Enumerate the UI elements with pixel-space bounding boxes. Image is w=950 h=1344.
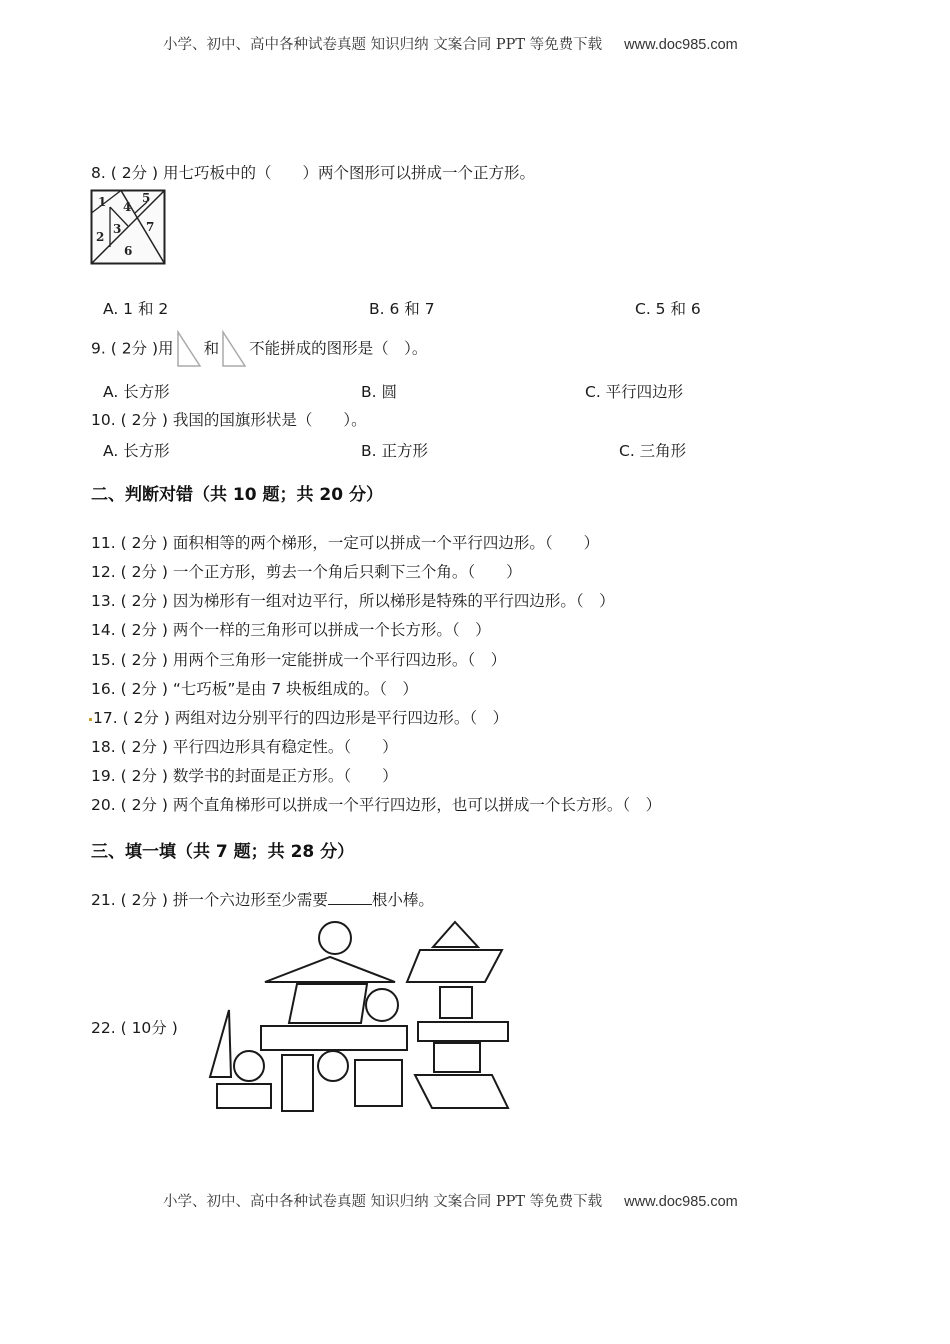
question-text-after: 根小棒。 — [371, 891, 434, 909]
question-16 — [91, 679, 418, 699]
question-score: ( 2分 ) — [120, 738, 168, 756]
q8-option-b[interactable]: B. 6 和 7 — [369, 300, 435, 318]
question-number: 9. — [91, 339, 106, 358]
footer-banner-text: 小学、初中、高中各种试卷真题 知识归纳 文案合同 PPT 等免费下载 — [163, 1194, 603, 1210]
right-triangle-icon — [176, 330, 202, 368]
question-number: 21. — [91, 891, 116, 909]
question-number: 15. — [91, 651, 116, 669]
question-15 — [91, 650, 506, 670]
question-10 — [91, 410, 367, 430]
question-number: 16. — [91, 680, 116, 698]
question-12 — [91, 562, 522, 582]
question-score: ( 2分 ) — [120, 891, 168, 909]
left-triangle — [210, 1010, 231, 1077]
question-text: 两组对边分别平行的四边形是平行四边形。（ ） — [174, 709, 509, 727]
tangram-figure — [90, 189, 166, 269]
svg-text:4: 4 — [123, 200, 132, 214]
question-18 — [91, 737, 398, 757]
question-text: 两个直角梯形可以拼成一个平行四边形，也可以拼成一个长方形。（ ） — [172, 796, 662, 814]
question-text: 面积相等的两个梯形，一定可以拼成一个平行四边形。（ ） — [172, 534, 600, 552]
upper-parallelogram — [407, 950, 502, 982]
question-number: 12. — [91, 563, 116, 581]
question-number: 14. — [91, 621, 116, 639]
bottom-parallelogram — [415, 1075, 508, 1108]
question-17 — [93, 708, 508, 728]
question-text: 两个一样的三角形可以拼成一个长方形。（ ） — [172, 621, 491, 639]
question-score: ( 2分 ) — [120, 621, 168, 639]
question-score: ( 10分 ) — [120, 1019, 178, 1037]
question-score: ( 2分 ) — [120, 796, 168, 814]
q10-option-a[interactable]: A. 长方形 — [103, 442, 170, 460]
question-score: ( 2分 ) — [120, 411, 168, 429]
question-8 — [91, 163, 535, 183]
question-19 — [91, 766, 398, 786]
answer-blank[interactable] — [328, 890, 372, 905]
question-text: 数学书的封面是正方形。（ ） — [172, 767, 398, 785]
question-text: 因为梯形有一组对边平行，所以梯形是特殊的平行四边形。（ ） — [172, 592, 615, 610]
q9-option-b[interactable]: B. 圆 — [361, 383, 397, 401]
lower-right-rect — [434, 1043, 480, 1072]
stray-mark — [89, 718, 92, 721]
question-text-before: 用 — [158, 339, 174, 358]
question-13 — [91, 591, 615, 611]
top-circle — [319, 922, 351, 954]
question-text-middle: 和 — [203, 339, 220, 358]
question-number: 20. — [91, 796, 116, 814]
question-text: 我国的国旗形状是（ ）。 — [172, 411, 367, 429]
question-score: ( 2分 ) — [120, 563, 168, 581]
question-20 — [91, 795, 661, 815]
middle-circle — [366, 989, 398, 1021]
long-rect — [261, 1026, 407, 1050]
question-text-before: 拼一个六边形至少需要 — [172, 891, 328, 909]
svg-text:2: 2 — [96, 230, 105, 244]
question-score: ( 2分 ) — [110, 339, 159, 358]
top-right-triangle — [433, 922, 478, 947]
square — [355, 1060, 402, 1106]
question-score: ( 2分 ) — [120, 534, 168, 552]
question-text: 用两个三角形一定能拼成一个平行四边形。（ ） — [172, 651, 507, 669]
small-square — [440, 987, 472, 1018]
header-banner-text: 小学、初中、高中各种试卷真题 知识归纳 文案合同 PPT 等免费下载 — [163, 37, 603, 53]
svg-text:6: 6 — [124, 244, 133, 258]
tall-rect — [282, 1055, 313, 1111]
roof-triangle — [265, 957, 395, 982]
question-number: 11. — [91, 534, 116, 552]
section-2-title: 二、判断对错（共 10 题；共 20 分） — [91, 485, 383, 505]
question-number: 22. — [91, 1019, 116, 1037]
question-score: ( 2分 ) — [110, 164, 159, 182]
header-url-link[interactable]: www.doc985.com — [624, 37, 738, 53]
question-score: ( 2分 ) — [120, 680, 168, 698]
q8-option-c[interactable]: C. 5 和 6 — [635, 300, 701, 318]
question-text: 用七巧板中的（ ）两个图形可以拼成一个正方形。 — [162, 164, 535, 182]
question-14 — [91, 620, 491, 640]
question-text: 一个正方形，剪去一个角后只剩下三个角。（ ） — [172, 563, 522, 581]
svg-text:7: 7 — [146, 220, 155, 234]
question-text-after: 不能拼成的图形是（ ）。 — [249, 339, 428, 358]
question-number: 10. — [91, 411, 116, 429]
question-number: 19. — [91, 767, 116, 785]
q9-option-a[interactable]: A. 长方形 — [103, 383, 170, 401]
svg-text:3: 3 — [113, 222, 122, 236]
header-banner — [163, 33, 738, 54]
question-score: ( 2分 ) — [120, 651, 168, 669]
section-3-title: 三、填一填（共 7 题；共 28 分） — [91, 842, 355, 862]
mid-right-rect — [418, 1022, 508, 1041]
q10-option-c[interactable]: C. 三角形 — [619, 442, 687, 460]
question-text: “七巧板”是由 7 块板组成的。（ ） — [172, 680, 418, 698]
lower-circle — [318, 1051, 348, 1081]
question-score: ( 2分 ) — [120, 767, 168, 785]
q8-option-a[interactable]: A. 1 和 2 — [103, 300, 169, 318]
question-11 — [91, 533, 599, 553]
svg-text:5: 5 — [142, 191, 151, 205]
footer-banner — [163, 1190, 738, 1211]
question-number: 18. — [91, 738, 116, 756]
footer-url-link[interactable]: www.doc985.com — [624, 1194, 738, 1210]
question-22 — [91, 1018, 178, 1038]
svg-text:1: 1 — [98, 195, 107, 209]
left-base-rect — [217, 1084, 271, 1108]
left-circle — [234, 1051, 264, 1081]
q10-option-b[interactable]: B. 正方形 — [361, 442, 428, 460]
shape-composition-figure — [195, 910, 525, 1124]
middle-parallelogram — [289, 984, 367, 1023]
question-score: ( 2分 ) — [122, 709, 170, 727]
question-score: ( 2分 ) — [120, 592, 168, 610]
question-number: 17. — [93, 709, 118, 727]
question-text: 平行四边形具有稳定性。（ ） — [172, 738, 398, 756]
q9-option-c[interactable]: C. 平行四边形 — [585, 383, 684, 401]
right-triangle-icon — [221, 330, 247, 368]
question-9 — [91, 330, 427, 368]
question-21 — [91, 890, 434, 910]
question-number: 8. — [91, 164, 106, 182]
question-number: 13. — [91, 592, 116, 610]
